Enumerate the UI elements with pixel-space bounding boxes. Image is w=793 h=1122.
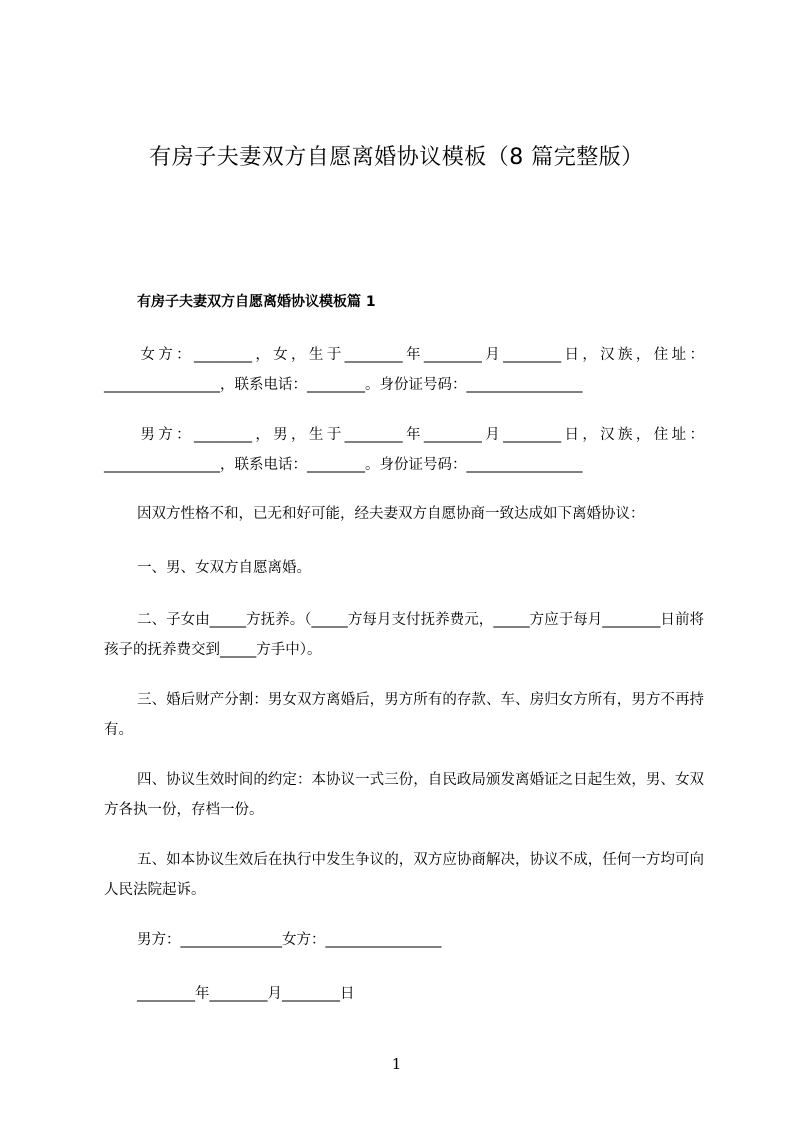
date-line (104, 979, 704, 1009)
paragraph-reason (104, 499, 704, 529)
clause-4 (104, 765, 704, 825)
paragraph-wife-info (104, 340, 704, 400)
clause-1 (104, 553, 704, 583)
paragraph-text: 因双方性格不和，已无和好可能，经夫妻双方自愿协商一致达成如下离婚协议： (137, 506, 645, 522)
page-number: 1 (391, 1055, 402, 1073)
paragraph-text: 四、协议生效时间的约定：本协议一式三份，自民政局颁发离婚证之日起生效，男、女双方各执一份，存档一份。 (104, 772, 704, 818)
signature-line (104, 925, 704, 955)
paragraph-husband-info (104, 420, 704, 480)
section-heading: 有房子夫妻双方自愿离婚协议模板篇 1 (137, 294, 376, 310)
paragraph-text: ________年________月________日 (137, 986, 355, 1002)
paragraph-text: 五、如本协议生效后在执行中发生争议的，双方应协商解决，协议不成，任何一方均可向人民法院起诉。 (104, 852, 704, 898)
page-title: 有房子夫妻双方自愿离婚协议模板（8 篇完整版） (149, 145, 644, 170)
clause-2 (104, 605, 704, 665)
clause-5 (104, 845, 704, 905)
paragraph-text: 女方：________，女，生于________年________月________日，汉族，住址：________________，联系电话：________。身份证号码：________________ (104, 347, 704, 393)
paragraph-text: 一、男、女双方自愿离婚。 (137, 560, 311, 576)
paragraph-text: 二、子女由_____方抚养。（_____方每月支付抚养费元，_____方应于每月________日前将孩子的抚养费交到_____方手中）。 (104, 612, 704, 658)
paragraph-text: 男方：________，男，生于________年________月________日，汉族，住址：________________，联系电话：________。身份证号码：________________ (104, 427, 704, 473)
paragraph-text: 三、婚后财产分割：男女双方离婚后，男方所有的存款、车、房归女方所有，男方不再持有。 (104, 692, 704, 738)
paragraph-text: 男方：______________女方：________________ (137, 932, 442, 948)
clause-3 (104, 685, 704, 745)
